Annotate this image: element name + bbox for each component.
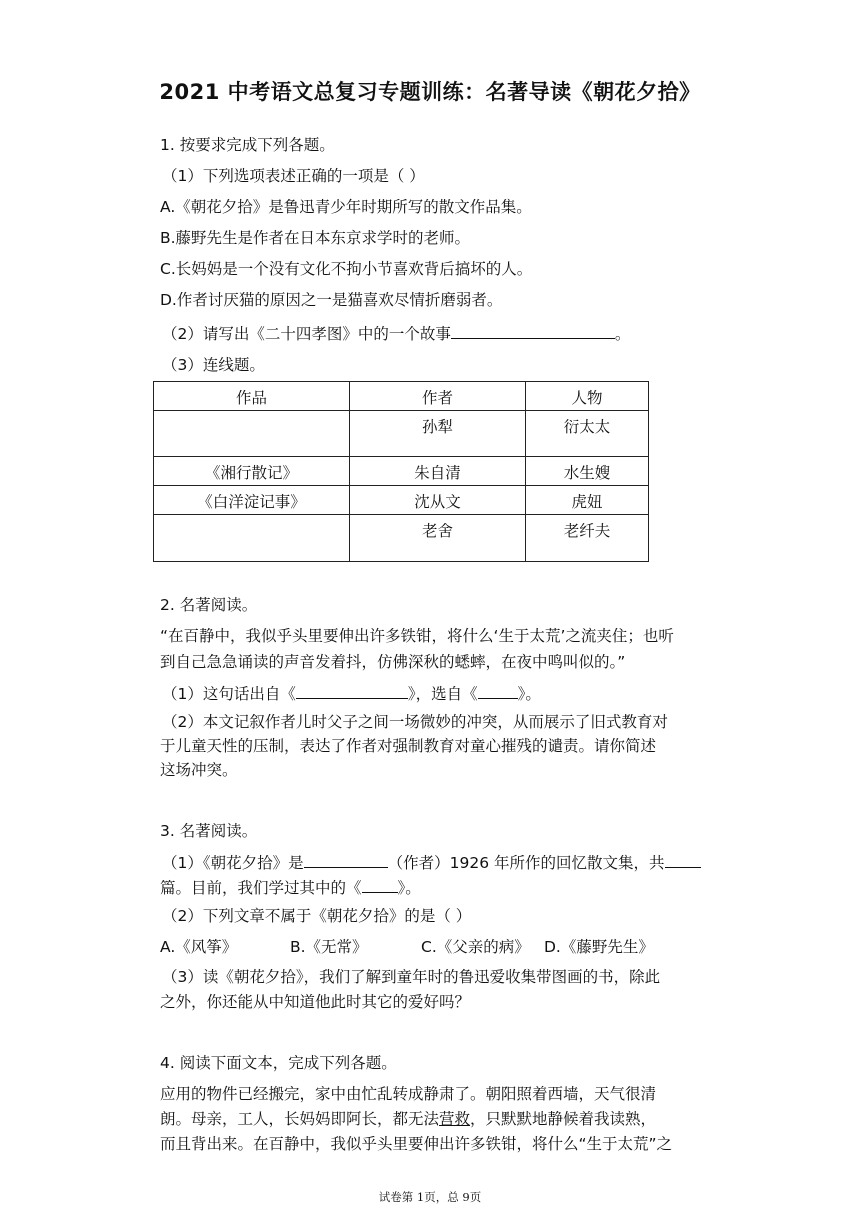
q3-sub1-line1 [162,851,701,874]
q3-sub1-text-c: 篇。目前，我们学过其中的《 [160,879,362,897]
q1-option-d: D.作者讨厌猫的原因之一是猫喜欢尽情折磨弱者。 [160,291,503,309]
q3-option-b: B.《无常》 [290,938,368,956]
q3-sub1-text-d: 》。 [397,879,421,897]
q4-passage-text: 朗。母亲，工人，长妈妈即阿长，都无法 [160,1110,440,1128]
q1-option-a: A.《朝花夕拾》是鲁迅青少年时期所写的散文作品集。 [160,198,532,216]
q2-stem: 2. 名著阅读。 [160,596,258,614]
q2-quote-line1: “在百静中，我似乎头里要伸出许多铁钳，将什么‘生于太荒’之流夹住；也听 [160,627,674,645]
q1-sub2 [162,322,630,345]
q1-option-b: B.藤野先生是作者在日本东京求学时的老师。 [160,229,471,247]
q3-sub3-line2: 之外，你还能从中知道他此时其它的爱好吗？ [160,993,471,1011]
q1-option-c: C.长妈妈是一个没有文化不拘小节喜欢背后搞坏的人。 [160,260,533,278]
table-cell: 水生嫂 [526,457,649,486]
q4-passage-line1: 应用的物件已经搬完，家中由忙乱转成静肃了。朝阳照着西墙，天气很清 [160,1085,657,1103]
table-header-character: 人物 [526,382,649,411]
q3-sub2: （2）下列文章不属于《朝花夕拾》的是（ ） [162,907,472,925]
table-row [154,486,649,515]
page-title: 2021 中考语文总复习专题训练：名著导读《朝花夕拾》 [159,80,701,104]
q1-sub2-text: （2）请写出《二十四孝图》中的一个故事 [162,325,451,343]
q1-sub3: （3）连线题。 [162,356,265,374]
q4-passage-line2 [160,1108,656,1130]
q1-sub1: （1）下列选项表述正确的一项是（ ） [162,167,425,185]
answer-blank[interactable] [304,851,388,868]
q1-stem: 1. 按要求完成下列各题。 [160,136,335,154]
q3-stem: 3. 名著阅读。 [160,822,258,840]
table-cell [154,515,350,562]
answer-blank[interactable] [451,322,615,339]
table-header-author: 作者 [350,382,526,411]
q2-sub1-text-a: （1）这句话出自《 [162,685,296,703]
page-footer: 试卷第 1页，总 9页 [378,1190,482,1204]
answer-blank[interactable] [478,682,518,699]
table-row [154,411,649,457]
table-cell: 老舍 [350,515,526,562]
q2-sub2-line1: （2）本文记叙作者儿时父子之间一场微妙的冲突，从而展示了旧式教育对 [162,713,668,731]
table-cell: 《白洋淀记事》 [154,486,350,515]
q3-option-c: C.《父亲的病》 [421,938,530,956]
q3-sub1-text-a: （1）《朝花夕拾》是 [162,854,304,872]
q4-underlined-word: 营救 [439,1110,471,1128]
table-cell: 虎妞 [526,486,649,515]
q3-option-a: A.《风筝》 [160,938,238,956]
table-row [154,515,649,562]
q3-option-d: D.《藤野先生》 [544,938,654,956]
q2-quote-line2: 到自己急急诵读的声音发着抖，仿佛深秋的蟋蟀，在夜中鸣叫似的。” [160,653,626,671]
table-cell: 孙犁 [350,411,526,457]
q3-sub3-line1: （3）读《朝花夕拾》，我们了解到童年时的鲁迅爱收集带图画的书，除此 [162,968,661,986]
q3-sub1-line2 [160,876,421,899]
q1-sub2-end: 。 [614,325,631,343]
matching-table [153,381,649,562]
q4-stem: 4. 阅读下面文本，完成下列各题。 [160,1054,397,1072]
q4-passage-text-b: ，只默默地静候着我读熟， [470,1110,657,1128]
q4-passage-line3: 而且背出来。在百静中，我似乎头里要伸出许多铁钳，将什么“生于太荒”之 [160,1135,673,1153]
q3-sub1-text-b: （作者）1926 年所作的回忆散文集，共 [387,854,665,872]
table-cell: 老纤夫 [526,515,649,562]
table-cell: 《湘行散记》 [154,457,350,486]
table-cell: 沈从文 [350,486,526,515]
table-cell [154,411,350,457]
table-row [154,457,649,486]
q2-sub1 [162,682,541,705]
q2-sub2-line2: 于儿童天性的压制，表达了作者对强制教育对童心摧残的谴责。请你简述 [160,737,657,755]
table-cell: 朱自清 [350,457,526,486]
table-cell: 衍太太 [526,411,649,457]
q2-sub1-text-b: 》，选自《 [407,685,478,703]
table-header-work: 作品 [154,382,350,411]
answer-blank[interactable] [665,851,701,868]
answer-blank[interactable] [362,876,398,893]
q2-sub1-text-c: 》。 [517,685,541,703]
answer-blank[interactable] [296,682,408,699]
q2-sub2-line3: 这场冲突。 [160,761,238,779]
